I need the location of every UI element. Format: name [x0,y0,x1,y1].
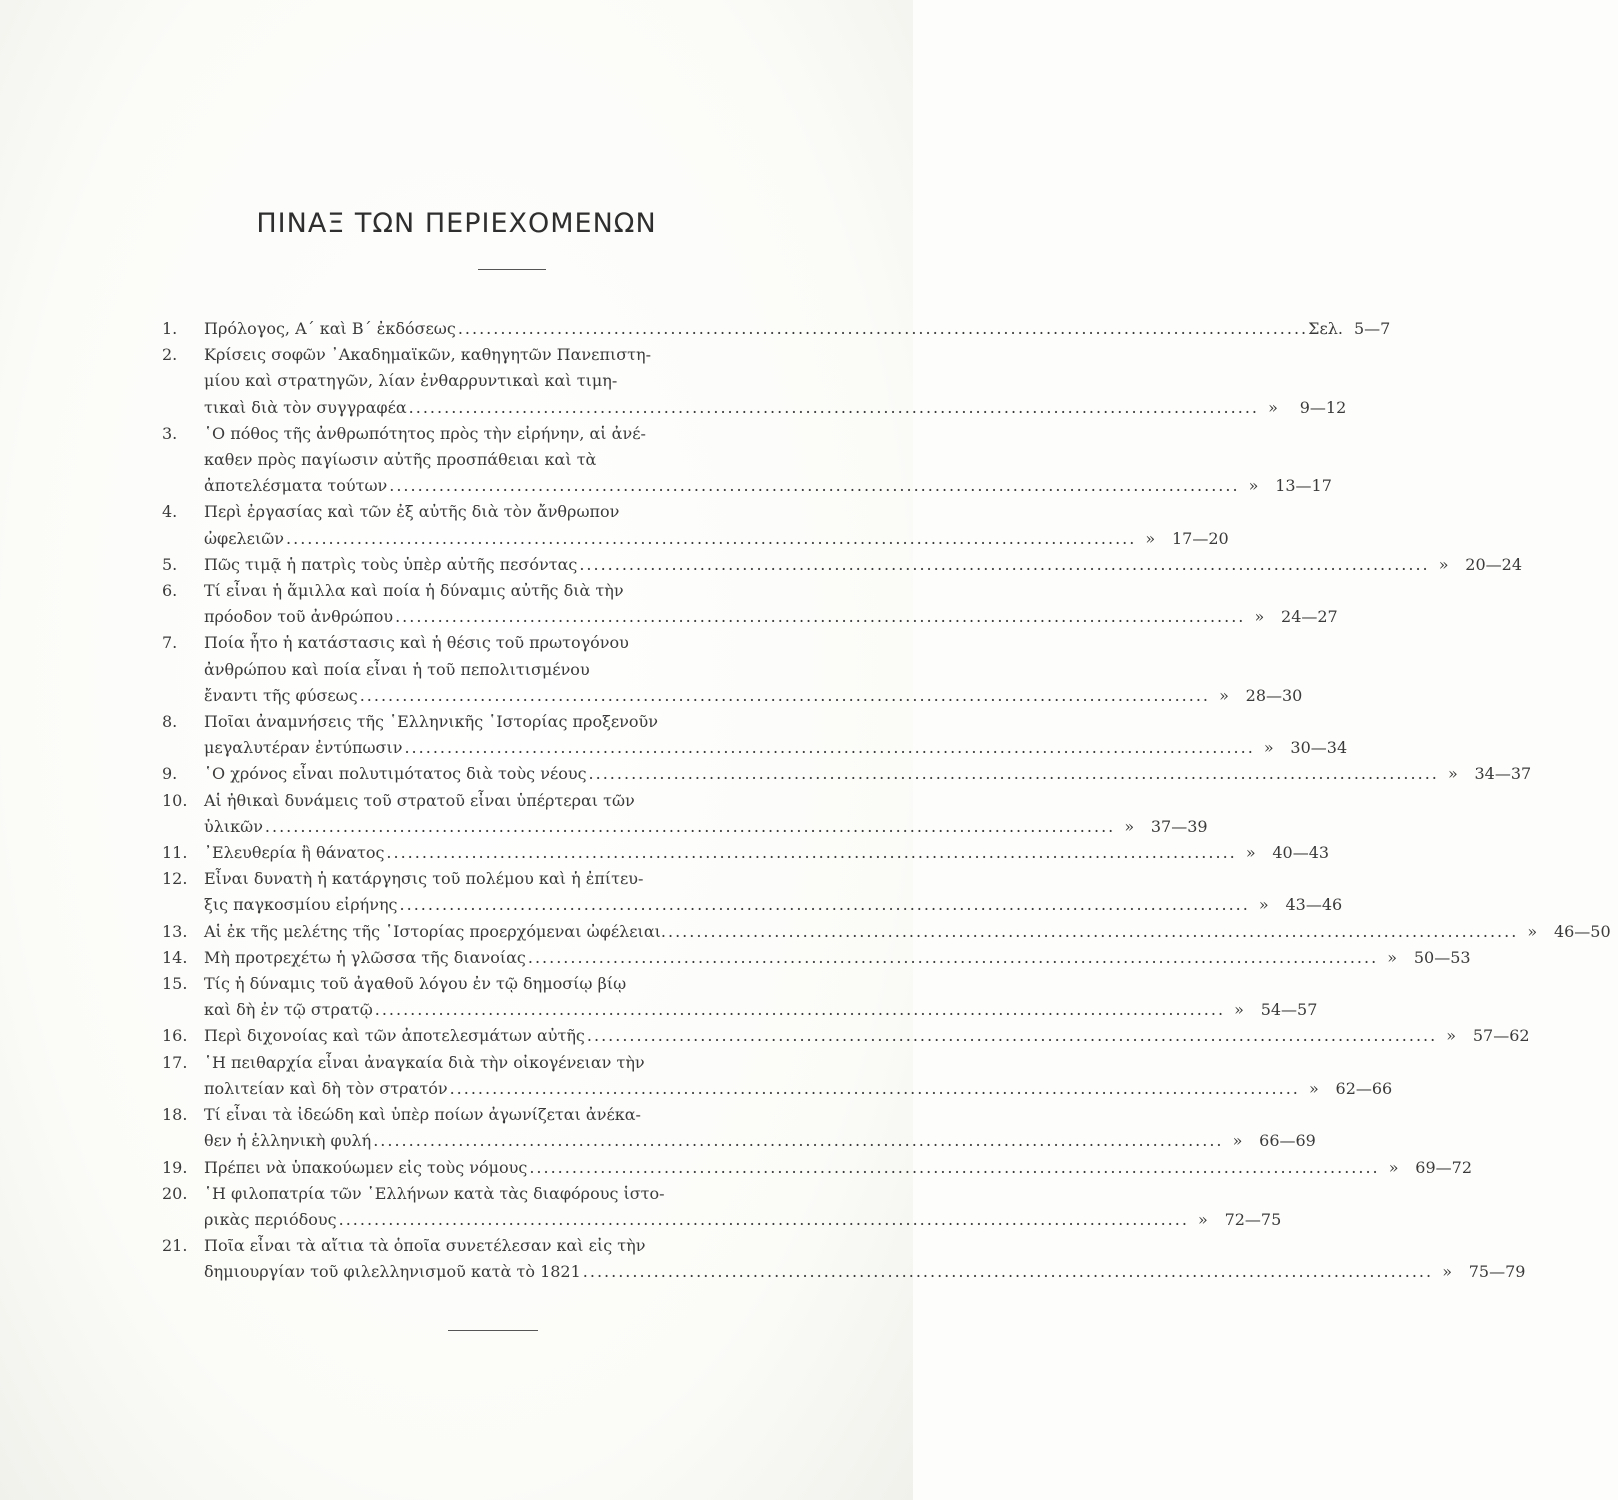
entry-title-line: πολιτείαν καὶ δὴ τὸν στρατόν [204,1078,448,1098]
toc-entry [160,342,1347,421]
entry-title [204,421,1240,500]
entry-number: 9. [162,764,178,784]
page-range: 66—69 [1259,1131,1316,1151]
entry-title [204,1102,1224,1154]
table-of-contents [160,316,1611,1286]
entry-title-line: ξις παγκοσμίου εἰρήνης [204,895,398,915]
page-mark: » [1124,816,1135,836]
entry-number: 7. [162,633,178,653]
dot-leader: ........................................................................................................................ [399,895,1250,915]
entry-title-line: μίου καὶ στρατηγῶν, λίαν ἐνθαρρυντικαὶ καὶ τιμη- [204,371,618,391]
toc-entry [160,316,1391,342]
entry-number: 20. [162,1183,188,1203]
entry-title-line: ὑλικῶν [204,816,263,836]
entry-title-line: ἀνθρώπου καὶ ποία εἶναι ἡ τοῦ πεπολιτισμένου [204,659,590,679]
entry-title-line: Ποῖαι ἀναμνήσεις τῆς ῾Ελληνικῆς ῾Ιστορίας προξενοῦν [204,712,658,732]
entry-number: 15. [162,974,188,994]
toc-entry [160,1102,1316,1154]
entry-number: 19. [162,1157,188,1177]
title-divider [478,269,546,270]
entry-number: 16. [162,1026,188,1046]
dot-leader: ........................................................................................................................ [579,554,1430,574]
entry-title-line: ἔναντι τῆς φύσεως [204,685,358,705]
page-mark: » [1308,1078,1319,1098]
toc-entry [160,1155,1472,1181]
page-mark: » [1248,476,1259,496]
page-mark: » [1263,738,1274,758]
dot-leader: ........................................................................................................................ [404,738,1255,758]
entry-title [204,342,1259,421]
entry-title-line: Πῶς τιμᾷ ἡ πατρὶς τοὺς ὑπὲρ αὐτῆς πεσόντας [204,554,578,574]
entry-title [204,840,1237,866]
page-mark: » [1198,1209,1208,1229]
entry-title [204,316,1308,342]
entry-title-line: ὠφελειῶν [204,528,285,548]
page-mark: » [1232,1131,1243,1151]
toc-entry [160,840,1330,866]
dot-leader: ........................................................................................................................ [408,397,1259,417]
dot-leader: ........................................................................................................................ [457,319,1309,338]
dot-leader: ........................................................................................................................ [449,1078,1300,1098]
entry-title-line: Αἱ ἐκ τῆς μελέτης τῆς ῾Ιστορίας προερχόμεναι ὠφέλειαι. [204,921,666,941]
entry-title-line: δημιουργίαν τοῦ φιλελληνισμοῦ κατὰ τὸ 1821 [204,1262,581,1282]
dot-leader: ........................................................................................................................ [359,685,1210,705]
entry-title [204,1155,1380,1181]
dot-leader: ........................................................................................................................ [286,528,1137,548]
entry-title-line: Ποία ἦτο ἡ κατάστασις καὶ ἡ θέσις τοῦ πρωτογόνου [204,633,629,653]
entry-title-line: Τίς ἡ δύναμις τοῦ ἀγαθοῦ λόγου ἐν τῷ δημοσίῳ βίῳ [204,974,627,994]
entry-title-line: Τί εἶναι ἡ ἅμιλλα καὶ ποία ἡ δύναμις αὐτῆς διὰ τὴν [204,581,624,601]
toc-entry [160,1181,1282,1233]
dot-leader: ........................................................................................................................ [395,607,1246,627]
page-mark: » [1254,607,1265,627]
entry-title-line: θεν ἡ ἑλληνικὴ φυλή [204,1131,372,1151]
page-mark: » [1268,397,1278,417]
entry-title-line: ῾Ο χρόνος εἶναι πολυτιμότατος διὰ τοὺς νέους [204,764,587,784]
page-mark: » [1446,1026,1457,1046]
dot-leader: ........................................................................................................................ [667,921,1519,941]
page-range: 34—37 [1474,764,1532,784]
toc-entry [160,919,1611,945]
entry-title [204,866,1250,918]
closing-divider [448,1330,538,1331]
toc-entry [160,1023,1530,1049]
entry-title [204,1050,1300,1102]
toc-entry [160,578,1338,630]
entry-title-line: Κρίσεις σοφῶν ᾿Ακαδημαϊκῶν, καθηγητῶν Πανεπιστη- [204,345,651,365]
page-range: 40—43 [1272,843,1330,863]
entry-number: 12. [162,869,188,889]
entry-title [204,919,1518,945]
dot-leader: ........................................................................................................................ [389,476,1240,496]
entry-number: 18. [162,1105,188,1125]
dot-leader: ........................................................................................................................ [586,1026,1438,1046]
toc-entry [160,709,1348,761]
entry-number: 2. [162,345,178,365]
entry-number: 4. [162,502,178,522]
toc-entry [160,1050,1393,1102]
page-mark: » [1447,764,1458,784]
toc-entry [160,866,1343,918]
entry-title [204,709,1255,761]
dot-leader: ........................................................................................................................ [527,947,1379,967]
page-mark: » [1219,685,1229,705]
entry-title-line: Εἶναι δυνατὴ ἡ κατάργησις τοῦ πολέμου καὶ ἡ ἐπίτευ- [204,869,644,889]
page-mark: » [1245,843,1256,863]
entry-title-line: ῾Ο πόθος τῆς ἀνθρωπότητος πρὸς τὴν εἰρήνην, αἱ ἀνέ- [204,423,646,443]
entry-title-line: πρόοδον τοῦ ἀνθρώπου [204,607,394,627]
entry-title-line: Αἱ ἠθικαὶ δυνάμεις τοῦ στρατοῦ εἶναι ὑπέρτεραι τῶν [204,790,635,810]
page-mark: » [1388,1157,1399,1177]
page-range: 20—24 [1465,554,1522,574]
dot-leader: ........................................................................................................................ [582,1262,1434,1282]
entry-title-line: ᾿Ελευθερία ἢ θάνατος [204,843,385,863]
page-mark: » [1438,554,1449,574]
entry-number: 21. [162,1236,188,1256]
entry-title-line: τικαὶ διὰ τὸν συγγραφέα [204,397,407,417]
page-range: 37—39 [1150,816,1208,836]
page-range: 57—62 [1472,1026,1530,1046]
entry-title-line: ῾Η πειθαρχία εἶναι ἀναγκαία διὰ τὴν οἰκογένειαν τὴν [204,1052,645,1072]
page-range: 30—34 [1290,738,1348,758]
page-range: 46—50 [1553,921,1611,941]
page-mark: » [1145,528,1156,548]
entry-title [204,1023,1437,1049]
page-title: ΠΙΝΑΞ ΤΩΝ ΠΕΡΙΕΧΟΜΕΝΩΝ [256,208,657,239]
page-mark: » [1527,921,1538,941]
entry-title-line: Περὶ ἐργασίας καὶ τῶν ἐξ αὐτῆς διὰ τὸν ἄνθρωπον [204,502,620,522]
page-mark: » [1234,1000,1244,1020]
toc-entry [160,971,1318,1023]
dot-leader: ........................................................................................................................ [374,1000,1226,1020]
page-range: 62—66 [1335,1078,1393,1098]
toc-entry [160,499,1229,551]
page-range: 50—53 [1413,947,1471,967]
dot-leader: ........................................................................................................................ [338,1209,1189,1229]
entry-title-line: Ποῖα εἶναι τὰ αἴτια τὰ ὁποῖα συνετέλεσαν καὶ εἰς τὴν [204,1236,646,1256]
toc-entry [160,945,1471,971]
page-range: 24—27 [1281,607,1338,627]
entry-number: 5. [162,554,178,574]
entry-number: 14. [162,947,188,967]
page-range: 17—20 [1171,528,1229,548]
entry-number: 13. [162,921,188,941]
page-range: 13—17 [1275,476,1332,496]
entry-title [204,1181,1189,1233]
page-range: 9—12 [1299,397,1347,417]
dot-leader: ........................................................................................................................ [386,843,1237,863]
entry-number: 1. [162,319,178,338]
entry-title-line: ῾Η φιλοπατρία τῶν ῾Ελλήνων κατὰ τὰς διαφόρους ἱστο- [204,1183,665,1203]
page-range: 72—75 [1224,1209,1282,1229]
entry-title-line: μεγαλυτέραν ἐντύπωσιν [204,738,403,758]
entry-title [204,578,1245,630]
entry-title [204,945,1378,971]
entry-number: 10. [162,790,188,810]
entry-number: 11. [162,843,188,863]
dot-leader: ........................................................................................................................ [373,1131,1224,1151]
toc-entry [160,788,1208,840]
page-range: 28—30 [1245,685,1303,705]
entry-title-line: ἀποτελέσματα τούτων [204,476,388,496]
entry-number: 3. [162,423,178,443]
entry-number: 6. [162,581,178,601]
toc-entry [160,1233,1526,1285]
entry-title-line: Πρέπει νὰ ὑπακούωμεν εἰς τοὺς νόμους [204,1157,528,1177]
entry-title [204,499,1136,551]
page-mark: » [1387,947,1398,967]
page-range: 75—79 [1468,1262,1526,1282]
dot-leader: ........................................................................................................................ [264,816,1116,836]
page-range: 43—46 [1285,895,1343,915]
entry-title-line: Τί εἶναι τὰ ἰδεώδη καὶ ὑπὲρ ποίων ἀγωνίζεται ἀνέκα- [204,1105,641,1125]
entry-title-line: Περὶ διχονοίας καὶ τῶν ἀποτελεσμάτων αὐτῆς [204,1026,585,1046]
page-mark: » [1442,1262,1452,1282]
entry-title [204,1233,1433,1285]
entry-number: 8. [162,712,178,732]
entry-title [204,761,1439,787]
entry-title-line: Πρόλογος, Α΄ καὶ Β΄ ἐκδόσεως [204,319,456,338]
entry-title-line: καὶ δὴ ἐν τῷ στρατῷ [204,1000,373,1020]
page-mark: » [1258,895,1269,915]
dot-leader: ........................................................................................................................ [588,764,1439,784]
dot-leader: ........................................................................................................................ [529,1157,1380,1177]
toc-entry [160,761,1532,787]
entry-title [204,630,1210,709]
toc-entry [160,421,1332,500]
entry-title-line: Μὴ προτρεχέτω ἡ γλῶσσα τῆς διανοίας [204,947,526,967]
entry-title [204,971,1225,1023]
entry-title-line: καθεν πρὸς παγίωσιν αὐτῆς προσπάθειαι καὶ τὰ [204,450,597,470]
toc-entry [160,552,1522,578]
toc-entry [160,630,1303,709]
entry-title [204,552,1430,578]
page-range: 69—72 [1415,1157,1472,1177]
entry-title [204,788,1115,840]
page-range: 5—7 [1353,319,1391,338]
entry-title-line: ρικὰς περιόδους [204,1209,337,1229]
page-range: 54—57 [1260,1000,1318,1020]
entry-number: 17. [162,1052,188,1072]
page-mark: Σελ. [1308,319,1343,338]
